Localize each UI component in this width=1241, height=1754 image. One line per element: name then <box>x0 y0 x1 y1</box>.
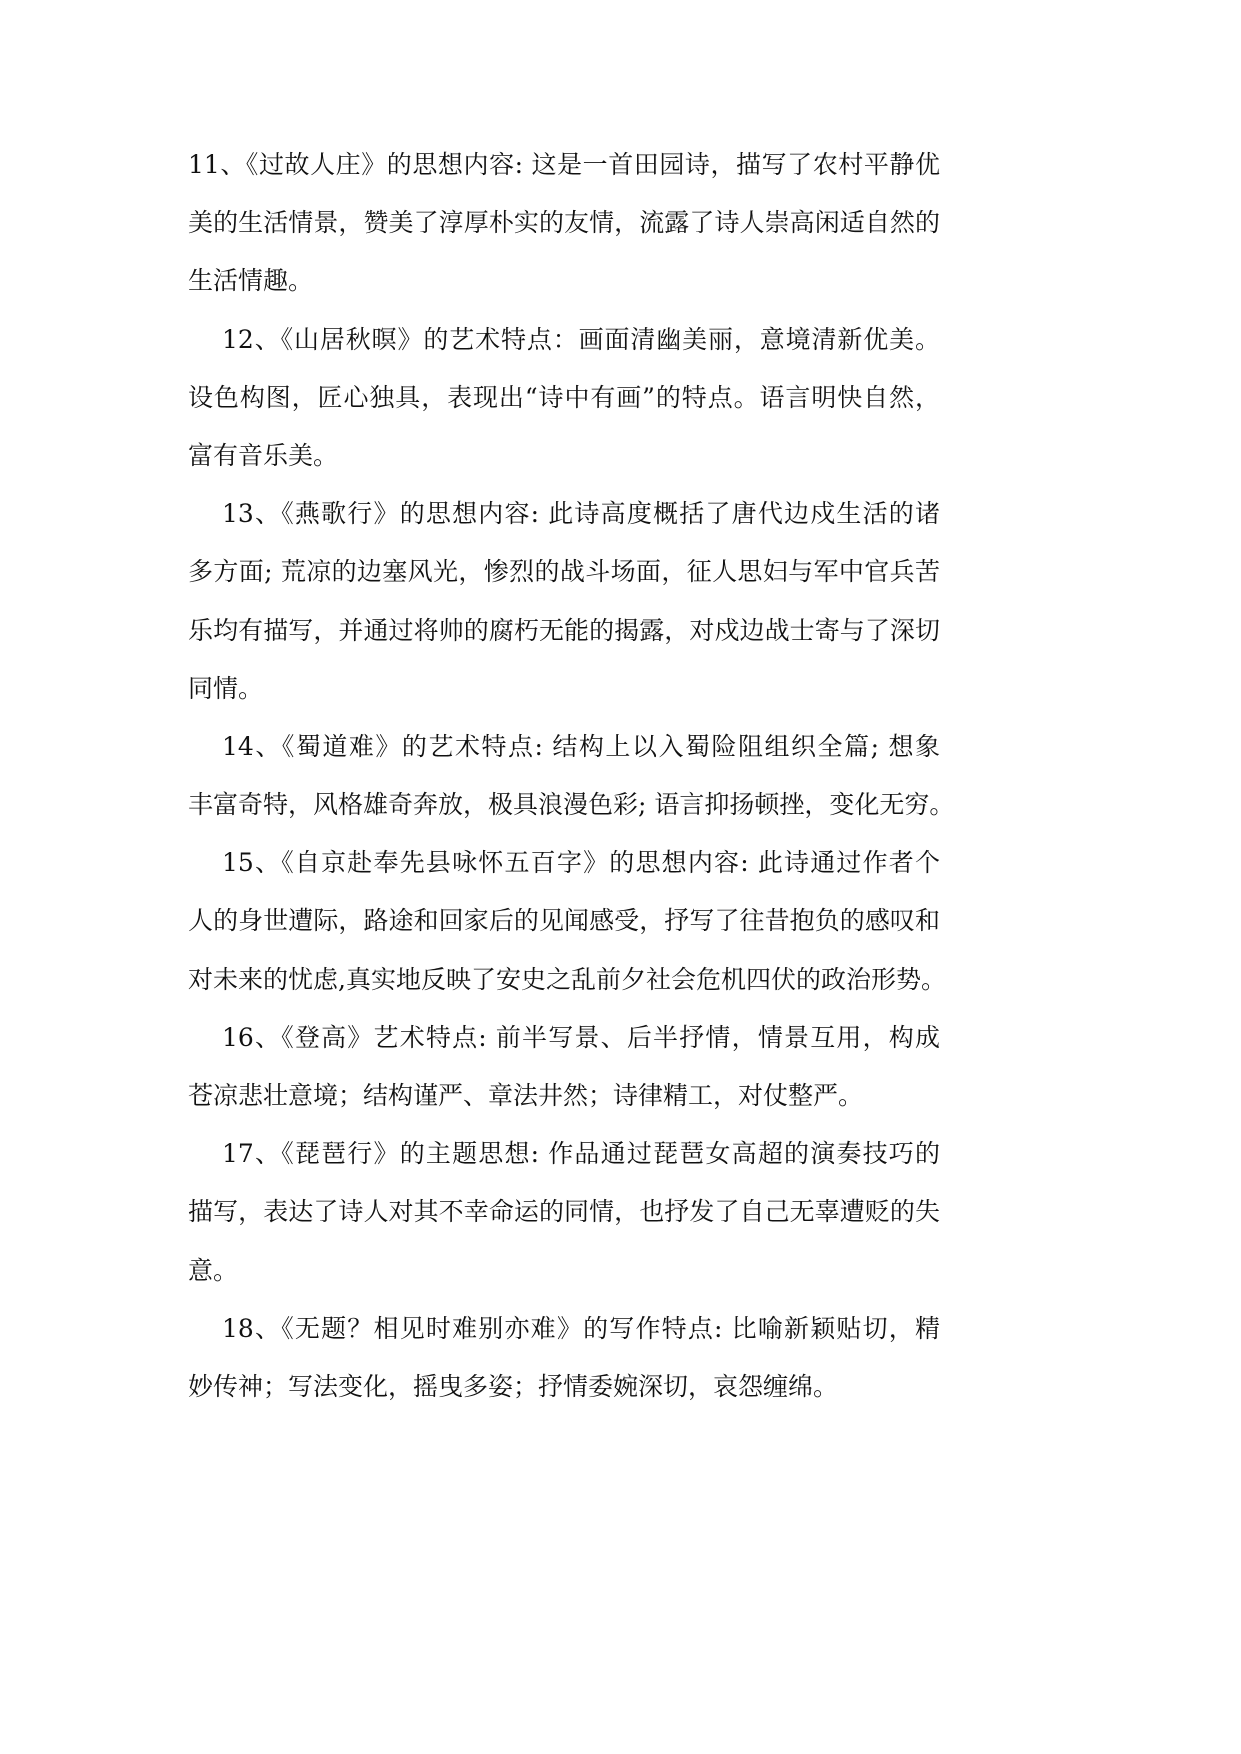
text-line: 乐均有描写，并通过将帅的腐朽无能的揭露，对戍边战士寄与了深切 <box>188 615 940 645</box>
paragraph-18 <box>188 1308 940 1424</box>
paragraph-12 <box>188 319 940 494</box>
document-page <box>188 144 955 1424</box>
text-line: 意。 <box>188 1255 239 1285</box>
paragraph-13 <box>188 493 940 726</box>
text-line: 富有音乐美。 <box>188 440 339 470</box>
text-line: 妙传神；写法变化，摇曳多姿；抒情委婉深切，哀怨缠绵。 <box>188 1371 839 1401</box>
text-line: 生活情趣。 <box>188 266 314 296</box>
text-line: 苍凉悲壮意境；结构谨严、章法井然；诗律精工，对仗整严。 <box>188 1081 864 1110</box>
paragraph-11 <box>188 144 940 319</box>
paragraph-16 <box>188 1017 940 1133</box>
text-line: 描写，表达了诗人对其不幸命运的同情，也抒发了自己无辜遭贬的失 <box>188 1197 940 1227</box>
text-line: 美的生活情景，赞美了淳厚朴实的友情，流露了诗人崇高闲适自然的 <box>188 208 940 238</box>
text-line: 多方面; 荒凉的边塞风光，惨烈的战斗场面，征人思妇与军中官兵苦 <box>188 557 940 587</box>
paragraph-17 <box>188 1133 940 1308</box>
text-line: 16、《登高》艺术特点: 前半写景、后半抒情，情景互用，构成 <box>222 1022 940 1052</box>
text-line: 同情。 <box>188 673 264 703</box>
paragraph-15 <box>188 842 946 1017</box>
paragraph-14 <box>188 726 955 842</box>
text-line: 13、《燕歌行》的思想内容: 此诗高度概括了唐代边戍生活的诸 <box>222 499 940 529</box>
text-line: 11、《过故人庄》的思想内容: 这是一首田园诗，描写了农村平静优 <box>188 150 940 179</box>
text-line: 17、《琵琶行》的主题思想: 作品通过琵琶女高超的演奏技巧的 <box>222 1139 940 1169</box>
text-line: 设色构图，匠心独具，表现出“诗中有画”的特点。语言明快自然， <box>188 382 940 412</box>
text-line: 人的身世遭际，路途和回家后的见闻感受，抒写了往昔抱负的感叹和 <box>188 906 940 936</box>
text-line: 15、《自京赴奉先县咏怀五百字》的思想内容: 此诗通过作者个 <box>222 848 940 878</box>
text-line: 对未来的忧虑,真实地反映了安史之乱前夕社会危机四伏的政治形势。 <box>188 964 946 994</box>
text-line: 丰富奇特，风格雄奇奔放，极具浪漫色彩; 语言抑扬顿挫，变化无穷。 <box>188 790 955 820</box>
text-line: 14、《蜀道难》的艺术特点: 结构上以入蜀险阻组织全篇; 想象 <box>222 731 940 761</box>
text-line: 12、《山居秋暝》的艺术特点：画面清幽美丽，意境清新优美。 <box>222 324 940 354</box>
text-line: 18、《无题？相见时难别亦难》的写作特点: 比喻新颖贴切，精 <box>222 1313 940 1343</box>
